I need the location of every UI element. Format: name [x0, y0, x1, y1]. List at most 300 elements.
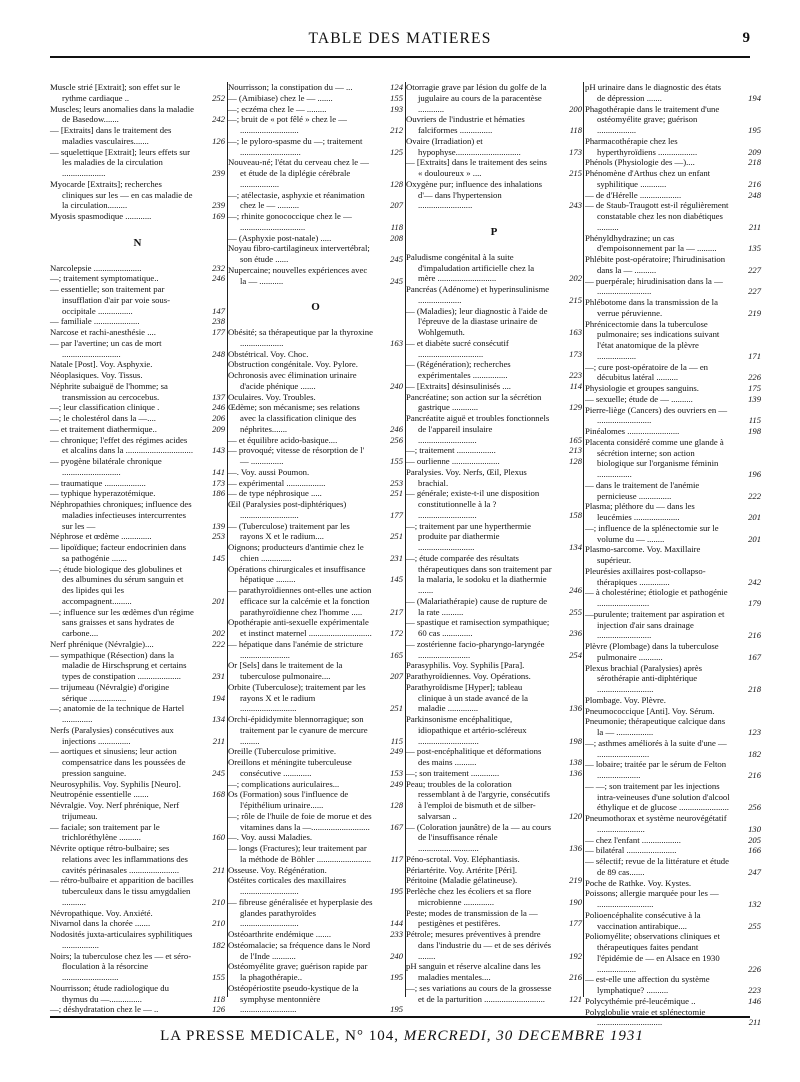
entry-page: 218 [748, 157, 761, 168]
entry-text: — et équilibre acido-basique.... [228, 434, 338, 445]
entry-page: 155 [212, 972, 225, 982]
entry-text: Oculaires. Voy. Troubles. [228, 391, 316, 402]
entry-text: — est-elle une affection du système lymphatique? .......... [585, 974, 710, 995]
entry-page: 124 [390, 82, 403, 92]
entry-page: 195 [390, 886, 403, 896]
entry-text: —; asthmes améliorés à la suite d'une — ........................ [585, 737, 727, 759]
index-entry [50, 531, 225, 542]
entry-page: 141 [212, 466, 225, 477]
entry-text: — trijumeau (Névralgie) d'origine sérique ................. [50, 681, 170, 703]
entry-text: —; atélectasie, asphyxie et réanimation chez le — .......... [228, 189, 365, 211]
entry-page: 177 [212, 327, 225, 337]
index-entry [585, 82, 761, 104]
index-entry [406, 136, 582, 158]
index-entry [50, 983, 225, 1005]
entry-page: 168 [212, 789, 225, 800]
index-entry [50, 147, 225, 179]
index-column-2 [228, 82, 403, 1015]
entry-page: 207 [390, 200, 403, 211]
index-entry [585, 168, 761, 190]
entry-text: — (Asphyxie post-natale) ..... [228, 232, 332, 243]
entry-page: 255 [748, 920, 761, 931]
entry-text: — (Amibiase) chez le — ....... [228, 92, 333, 103]
entry-page: 163 [390, 337, 403, 348]
entry-page: 172 [390, 628, 403, 638]
entry-page: 226 [748, 963, 761, 974]
entry-text: —; complications auriculaires... [228, 778, 340, 789]
index-entry [50, 542, 225, 564]
index-column-1 [50, 82, 225, 1015]
entry-page: 144 [390, 918, 403, 929]
entry-text: Nivarnol dans la chorée ....... [50, 918, 151, 929]
index-entry [228, 349, 403, 360]
index-entry [228, 190, 403, 212]
index-entry [50, 929, 225, 951]
entry-text: Osseuse. Voy. Régénération. [228, 864, 327, 875]
entry-page: 256 [748, 802, 761, 813]
index-entry [228, 779, 403, 790]
entry-text: —; influence de la splénectomie sur le volume du — ........ [585, 522, 719, 544]
index-entry [50, 370, 225, 381]
entry-text: — chez l'enfant .................. [585, 834, 681, 845]
entry-page: 201 [748, 512, 761, 522]
index-entry [406, 779, 582, 822]
entry-page: 194 [748, 92, 761, 103]
index-entry [50, 478, 225, 489]
entry-page: 128 [390, 800, 403, 810]
entry-page: 182 [748, 748, 761, 759]
entry-text: Pétrole; mesures préventives à prendre dans l'industrie du — et de ses dérivés ........ [406, 929, 552, 961]
index-entry [50, 359, 225, 370]
entry-text: Oreillons et méningite tuberculeuse consécutive ............. [228, 757, 352, 778]
entry-page: 138 [569, 757, 582, 767]
entry-text: — provoqué; vitesse de résorption de l' — ............... [228, 445, 365, 466]
entry-text: — par l'avertine; un cas de mort ........................... [50, 337, 162, 359]
index-entry [228, 682, 403, 714]
entry-page: 126 [212, 135, 225, 146]
entry-text: Néoplasiques. Voy. Tissus. [50, 370, 143, 380]
index-entry [585, 695, 761, 706]
index-entry [50, 822, 225, 844]
index-entry [406, 467, 582, 489]
entry-text: Péritoine (Maladie gélatineuse). [406, 875, 518, 886]
entry-page: 125 [390, 146, 403, 157]
index-entry [228, 542, 403, 564]
index-entry [50, 402, 225, 413]
index-entry [585, 200, 761, 232]
entry-text: — aortiques et sinusiens; leur action compensatrice dans les poussées de pression sanguine. [50, 746, 186, 778]
index-entry [228, 832, 403, 843]
section-letter: N [133, 236, 142, 249]
index-entry [406, 983, 582, 1005]
entry-text: — lobaire; traitée par le sérum de Felton .................... [585, 759, 727, 780]
entry-text: —; ses variations au cours de la grossesse et de la parturition ............................ [406, 982, 552, 1004]
entry-text: Otorragie grave par lésion du golfe de la jugulaire au cours de la paracentèse ............ [406, 82, 547, 114]
index-entry [585, 276, 761, 298]
entry-text: — fibreuse généralisée et hyperplasie des glandes parathyroïdes ........................... [228, 896, 373, 929]
index-entry [406, 456, 582, 467]
entry-text: Perlèche chez les écoliers et sa flore microbienne .............. [406, 886, 532, 907]
entry-page: 118 [212, 993, 225, 1004]
index-entry [228, 211, 403, 233]
entry-page: 238 [212, 316, 225, 327]
entry-page: 145 [212, 552, 225, 563]
entry-text: —; rôle de l'huile de foie de morue et des vitamines dans la —........................... [228, 810, 372, 832]
index-entry [50, 703, 225, 725]
entry-text: Os (Formation) sous l'influence de l'épithélium urinaire...... [228, 789, 349, 810]
entry-text: — ourlienne ...................... [406, 456, 500, 466]
entry-page: 115 [748, 415, 761, 426]
index-entry [585, 362, 761, 384]
entry-text: Ostéopériostite pseudo-kystique de la symphyse mentonnière .......................... [228, 982, 359, 1015]
index-entry [228, 478, 403, 489]
index-entry [585, 405, 761, 427]
entry-page: 158 [569, 509, 582, 520]
index-entry [50, 413, 225, 424]
entry-page: 175 [748, 383, 761, 393]
index-entry [585, 254, 761, 276]
entry-page: 169 [212, 211, 225, 221]
entry-page: 252 [212, 92, 225, 103]
entry-page: 137 [212, 391, 225, 402]
entry-page: 243 [569, 200, 582, 211]
entry-text: Orchi-épididymite blennorragique; son traitement par le cyanure de mercure ......... [228, 714, 368, 746]
index-entry [406, 617, 582, 639]
entry-page: 173 [569, 348, 582, 359]
entry-page: 236 [569, 628, 582, 638]
column-divider [583, 82, 584, 997]
entry-text: Oreille (Tuberculose primitive. [228, 746, 337, 757]
entry-text: Ostéoarthrite endémique ....... [228, 929, 332, 939]
index-entry [228, 136, 403, 158]
entry-text: Peau; troubles de la coloration ressemblant à de l'argyrie, consécutifs à l'emploi de bismuth et de silber-salvarsan .. [406, 778, 550, 821]
index-entry [228, 897, 403, 929]
entry-page: 248 [212, 348, 225, 359]
entry-page: 251 [390, 488, 403, 499]
index-entry [228, 327, 403, 349]
index-entry [50, 263, 225, 274]
entry-page: 145 [390, 574, 403, 585]
entry-page: 222 [212, 638, 225, 649]
index-entry [50, 650, 225, 682]
index-entry [228, 929, 403, 940]
index-entry [585, 759, 761, 781]
index-entry [585, 319, 761, 362]
entry-text: Néphropathies chroniques; influence des maladies infectieuses intercurrentes sur les — [50, 499, 192, 531]
index-entry [406, 306, 582, 338]
entry-page: 114 [569, 380, 582, 391]
entry-text: Ostéites corticales des maxillaires ........................... [228, 875, 346, 896]
entry-page: 209 [212, 423, 225, 434]
entry-page: 135 [748, 243, 761, 254]
entry-text: — sexuelle; étude de — .......... [585, 393, 693, 404]
entry-text: Plexus brachial (Paralysies) après sérothérapie anti-diphtérique .......................... [585, 662, 703, 694]
entry-text: Pneumonie; thérapeutique calcique dans la — ................. [585, 716, 726, 737]
index-entry [406, 822, 582, 854]
entry-text: Pleurésies axillaires post-collapso-thérapiques .............. [585, 565, 706, 587]
index-entry [585, 480, 761, 502]
entry-text: — (Tuberculose) traitement par les rayons X et le radium.... [228, 520, 350, 542]
entry-text: Peste; modes de transmission de la — pestigènes et pestifères. [406, 907, 538, 929]
entry-page: 195 [748, 125, 761, 135]
index-entry [50, 875, 225, 907]
entry-text: — pyogène bilatérale chronique ........................... [50, 456, 162, 477]
entry-text: — squelettique [Extrait]; leurs effets sur les maladies de la circulation .................... [50, 146, 191, 178]
entry-text: Myocarde [Extraits]; recherches cliniques sur les — en cas maladie de la circulation......... [50, 178, 193, 211]
index-entry [585, 437, 761, 480]
entry-text: Nerfs (Paralysies) consécutives aux injections ............... [50, 724, 174, 746]
index-entry [228, 789, 403, 811]
entry-text: —purulente; traitement par aspiration et injection d'air sans drainage ......................... [585, 608, 725, 641]
entry-text: Nourrisson; étude radiologique du thymus du —............... [50, 982, 169, 1004]
entry-page: 246 [212, 402, 225, 413]
entry-page: 247 [748, 866, 761, 877]
entry-text: Ostéomyélite grave; guérison rapide par la phagothérapie.. [228, 961, 368, 982]
entry-page: 227 [748, 286, 761, 297]
entry-text: Œil (Paralysies post-diphtériques) ........................... [228, 499, 347, 520]
index-entry [228, 82, 403, 93]
index-entry [585, 663, 761, 695]
index-entry [50, 381, 225, 403]
entry-text: Pierre-liège (Cancers) des ouvriers en — ......................... [585, 404, 728, 426]
entry-page: 218 [748, 684, 761, 694]
footer-rule [50, 1016, 750, 1018]
index-entry [50, 564, 225, 607]
index-column-4 [585, 82, 761, 1028]
entry-page: 211 [212, 735, 225, 746]
entry-page: 194 [212, 692, 225, 703]
entry-page: 198 [569, 735, 582, 746]
index-entry [50, 682, 225, 704]
index-entry [228, 746, 403, 757]
index-entry [406, 865, 582, 876]
index-entry [585, 157, 761, 168]
entry-text: Périartérite. Voy. Artérite [Péri]. [406, 864, 518, 875]
entry-page: 136 [569, 843, 582, 853]
entry-text: Pancréatine; son action sur la sécrétion gastrique ............ [406, 391, 542, 413]
entry-text: Oignons; producteurs d'antimie chez le chien .............. [228, 542, 364, 563]
entry-page: 205 [748, 834, 761, 845]
entry-text: —; bruit de « pot fêlé » chez le — ........................... [228, 114, 347, 135]
entry-page: 216 [748, 178, 761, 189]
index-entry [50, 284, 225, 316]
entry-text: — hépatique dans l'anémie de stricture ....................... [228, 638, 363, 660]
entry-page: 210 [212, 918, 225, 929]
entry-text: — chronique; l'effet des régimes acides et alcalins dans la ............................... [50, 434, 194, 456]
entry-page: 246 [212, 273, 225, 284]
entry-text: Plasmo-sarcome. Voy. Maxillaire supérieur. [585, 544, 701, 565]
entry-page: 155 [390, 456, 403, 466]
index-entry [585, 856, 761, 878]
entry-text: — [Extraits] désinsulinisés .... [406, 380, 511, 391]
entry-text: —; traitement par une hyperthermie produite par diathermie .......................... [406, 520, 531, 552]
index-entry [228, 467, 403, 478]
entry-page: 208 [390, 232, 403, 243]
entry-text: —; leur classification clinique . [50, 402, 160, 413]
entry-text: Neutropénie essentielle ....... [50, 789, 149, 800]
entry-text: Névropathique. Voy. Anxiété. [50, 907, 153, 918]
page-number: 9 [742, 30, 750, 46]
entry-text: — sélectif; revue de la littérature et étude de 89 cas....... [585, 856, 729, 877]
index-entry [228, 983, 403, 1015]
entry-page: 222 [748, 490, 761, 501]
entry-page: 240 [390, 950, 403, 961]
entry-text: — bilatéral ....................... [585, 845, 677, 856]
index-entry [406, 961, 582, 983]
index-entry [406, 338, 582, 360]
entry-text: Polycythémie pré-leucémique .. [585, 995, 696, 1006]
entry-page: 118 [390, 221, 403, 232]
entry-text: Opothérapie anti-sexuelle expérimentale et instinct maternel ............................. [228, 617, 372, 638]
entry-page: 231 [390, 552, 403, 563]
entry-page: 210 [212, 896, 225, 907]
entry-page: 130 [748, 823, 761, 834]
index-entry [585, 523, 761, 545]
entry-page: 139 [212, 520, 225, 531]
entry-text: Obstruction congénitale. Voy. Pylore. [228, 359, 358, 370]
index-entry [585, 974, 761, 996]
index-entry [406, 908, 582, 930]
index-entry [406, 392, 582, 414]
entry-text: Parkinsonisme encéphalitique, idiopathique et artério-scléreux ............................ [406, 714, 527, 746]
entry-text: — longs (Fractures); leur traitement par la méthode de Böhler ......................... [228, 843, 372, 864]
entry-text: Phlébite post-opératoire; l'hirudinisation dans la — .......... [585, 254, 726, 275]
entry-page: 165 [569, 434, 582, 445]
index-entry [406, 639, 582, 661]
index-entry [50, 789, 225, 800]
entry-text: —; traitement .................. [406, 445, 496, 456]
index-entry [585, 910, 761, 932]
index-entry [585, 190, 761, 201]
entry-page: 217 [390, 606, 403, 617]
entry-page: 153 [390, 767, 403, 778]
entry-page: 255 [569, 606, 582, 617]
entry-page: 216 [748, 630, 761, 641]
index-entry [228, 104, 403, 115]
entry-text: — dans le traitement de l'anémie pernicieuse ............... [585, 479, 700, 501]
index-entry [50, 424, 225, 435]
entry-text: —; son traitement ............. [406, 767, 500, 778]
index-entry [585, 641, 761, 663]
entry-page: 242 [748, 576, 761, 587]
index-entry [228, 265, 403, 287]
entry-page: 163 [569, 327, 582, 337]
entry-page: 219 [748, 307, 761, 318]
entry-page: 179 [748, 598, 761, 608]
entry-text: Nupercaine; nouvelles expériences avec la — ........... [228, 264, 368, 286]
entry-text: Plasma; pléthore du — dans les leucémies ..................... [585, 501, 695, 522]
index-entry [228, 243, 403, 265]
index-entry [406, 660, 582, 671]
index-entry [50, 456, 225, 478]
entry-text: Néphrite subaiguë de l'homme; sa transmission au cercocebus. [50, 380, 168, 402]
entry-text: Polyglobulie vraie et splénectomie .............................. [585, 1006, 706, 1028]
entry-text: Poche de Rathke. Voy. Kystes. [585, 877, 692, 888]
entry-text: —; étude comparée des résultats thérapeutiques dans son traitement par la malaria, le sodoku et la diathermie ....... [406, 552, 552, 595]
entry-page: 202 [212, 628, 225, 638]
entry-text: — (Malariathérapie) cause de rupture de la rate .......... [406, 595, 548, 617]
entry-text: —; traitement symptomatique.. [50, 273, 159, 284]
entry-text: — parathyroïdiennes ont-elles une action efficace sur la calcémie et la fonction parathyroïdienne chez l'homme ..... [228, 585, 372, 617]
index-entry [50, 918, 225, 929]
entry-text: Ovaire (Irradiation) et hypophyse.............................. [406, 135, 521, 157]
index-entry [50, 211, 225, 222]
page-footer [62, 1028, 742, 1054]
index-entry [406, 596, 582, 618]
entry-page: 167 [390, 821, 403, 832]
entry-page: 232 [212, 262, 225, 273]
entry-page: 165 [390, 649, 403, 660]
entry-text: Myosis spasmodique ............ [50, 211, 152, 221]
entry-page: 233 [390, 929, 403, 939]
index-entry [228, 488, 403, 499]
entry-text: —; influence sur les œdèmes d'un régime sans graisses et sans hydrates de carbone.... [50, 606, 194, 638]
entry-text: — spastique et ramisection sympathique; 60 cas .............. [406, 617, 550, 638]
entry-text: Phlébotome dans la transmission de la verrue péruvienne. [585, 297, 718, 318]
entry-page: 128 [390, 178, 403, 189]
index-entry [585, 813, 761, 835]
index-entry [406, 682, 582, 714]
entry-page: 201 [212, 595, 225, 606]
entry-text: Nodosités juxta-articulaires syphilitiques ................. [50, 929, 193, 950]
entry-text: —; cure post-opératoire de la — en décubitus latéral .......... [585, 361, 709, 383]
entry-page: 249 [390, 746, 403, 757]
index-entry [406, 413, 582, 445]
entry-text: Nourrisson; la constipation du — ... [228, 82, 353, 92]
entry-text: —; le cholestérol dans la —.... [50, 413, 156, 423]
index-entry [585, 394, 761, 405]
entry-text: — et traitement diathermique.. [50, 423, 157, 434]
index-entry [406, 252, 582, 284]
index-entry [585, 716, 761, 738]
index-entry [585, 104, 761, 136]
entry-page: 219 [569, 875, 582, 886]
entry-page: 245 [390, 254, 403, 264]
index-entry [50, 951, 225, 983]
entry-page: 134 [212, 714, 225, 724]
entry-page: 201 [748, 533, 761, 544]
index-entry [228, 435, 403, 446]
index-entry [585, 888, 761, 910]
index-entry [50, 125, 225, 147]
entry-page: 173 [569, 146, 582, 157]
entry-text: — lipoïdique; facteur endocrinien dans sa pathogénie ....... [50, 542, 187, 563]
entry-text: Pneumococcique [Anti]. Voy. Sérum. [585, 705, 715, 716]
index-entry [585, 835, 761, 846]
header-rule [50, 56, 750, 58]
entry-text: Narcolepsie ...................... [50, 262, 142, 273]
entry-page: 118 [569, 125, 582, 135]
entry-text: Ochronosis avec élimination urinaire d'acide phénique ....... [228, 370, 357, 391]
entry-text: — (Maladies); leur diagnostic à l'aide de l'épreuve de la diastase urinaire de Wohlgemuth. [406, 305, 548, 337]
index-entry [585, 501, 761, 523]
entry-page: 123 [748, 727, 761, 737]
index-entry [228, 961, 403, 983]
entry-text: —; le pyloro-spasme du —; traitement ............................ [228, 135, 363, 157]
entry-page: 166 [748, 845, 761, 856]
entry-page: 182 [212, 939, 225, 950]
entry-page: 192 [569, 950, 582, 961]
index-entry [585, 297, 761, 319]
entry-text: Noirs; la tuberculose chez les — et séro-floculation à la résorcine .......................... [50, 950, 192, 982]
entry-text: — [Extraits] dans le traitement des seins « douloureux » .... [406, 157, 547, 178]
entry-text: —; rhinite gonococcique chez le — .............................. [228, 211, 352, 232]
entry-page: 173 [212, 477, 225, 488]
entry-page: 193 [390, 103, 403, 114]
entry-text: —. Voy. aussi Maladies. [228, 832, 313, 843]
entry-text: Parathyroïdiennes. Voy. Opérations. [406, 671, 531, 681]
entry-page: 245 [212, 767, 225, 778]
